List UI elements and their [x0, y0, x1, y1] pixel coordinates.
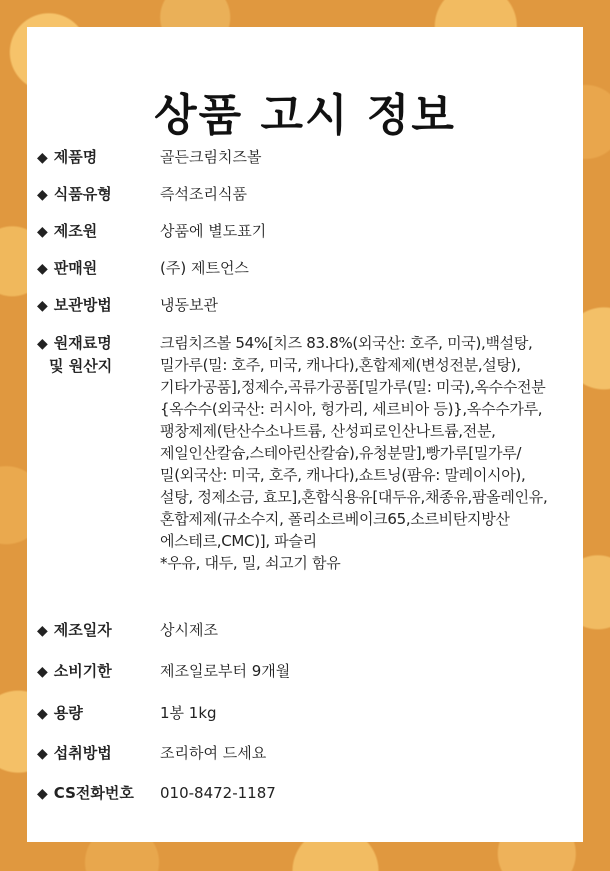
ingredients-line: {옥수수(외국산: 러시아, 헝가리, 세르비아 등)},옥수수가루, [160, 400, 543, 418]
row-value: 제조일로부터 9개월 [160, 662, 291, 680]
ingredients-line: 에스테르,CMC)], 파슬리 [160, 532, 317, 550]
row-value: 상품에 별도표기 [160, 222, 267, 240]
row-label: 원재료명 [53, 334, 112, 352]
row-label: 보관방법 [53, 296, 112, 314]
bullet-icon: ◆ [37, 224, 48, 240]
ingredients-line: 크림치즈볼 54%[치즈 83.8%(외국산: 호주, 미국),백설탕, [160, 334, 533, 352]
row-label: 식품유형 [53, 185, 112, 203]
row-value: 즉석조리식품 [160, 185, 247, 203]
row-value: (주) 제트언스 [160, 259, 249, 277]
row-value: 1봉 1kg [160, 704, 217, 722]
row-value: 골든크림치즈볼 [160, 148, 262, 166]
bullet-icon: ◆ [37, 298, 48, 314]
ingredients-line: 밀(외국산: 미국, 호주, 캐나다),쇼트닝(팜유: 말레이시아), [160, 466, 526, 484]
ingredients-line: 설탕, 정제소금, 효모],혼합식용유[대두유,채종유,팜올레인유, [160, 488, 548, 506]
allergen-note: *우유, 대두, 밀, 쇠고기 함유 [160, 554, 341, 572]
row-label: 소비기한 [53, 662, 112, 680]
row-label: 판매원 [53, 259, 98, 277]
bullet-icon: ◆ [37, 261, 48, 277]
row-label: 제조일자 [53, 621, 112, 639]
ingredients-line: 기타가공품],정제수,곡류가공품[밀가루(밀: 미국),옥수수전분 [160, 378, 546, 396]
bullet-icon: ◆ [37, 746, 48, 762]
bullet-icon: ◆ [37, 786, 48, 802]
bullet-icon: ◆ [37, 187, 48, 203]
row-label: 용량 [53, 704, 83, 722]
row-label: 섭취방법 [53, 744, 112, 762]
row-label-line2: 및 원산지 [49, 357, 113, 375]
row-value: 상시제조 [160, 621, 218, 639]
ingredients-line: 밀가루(밀: 호주, 미국, 캐나다),혼합제제(변성전분,설탕), [160, 356, 521, 374]
ingredients-line: 팽창제제(탄산수소나트륨, 산성피로인산나트륨,전분, [160, 422, 496, 440]
row-value: 조리하여 드세요 [160, 744, 267, 762]
ingredients-line: 제일인산칼슘,스테아린산칼슘),유청분말],빵가루[밀가루/ [160, 444, 522, 462]
ingredients-line: 혼합제제(규소수지, 폴리소르베이크65,소르비탄지방산 [160, 510, 510, 528]
bullet-icon: ◆ [37, 150, 48, 166]
bullet-icon: ◆ [37, 706, 48, 722]
page-title: 상품 고시 정보 [154, 90, 456, 141]
ingredients-text [160, 332, 580, 574]
cs-phone-number: 010-8472-1187 [160, 784, 276, 802]
info-card [27, 27, 583, 842]
row-label: 제조원 [53, 222, 98, 240]
row-label: 제품명 [53, 148, 98, 166]
bullet-icon: ◆ [37, 336, 48, 352]
row-value: 냉동보관 [160, 296, 218, 314]
bullet-icon: ◆ [37, 664, 48, 680]
bullet-icon: ◆ [37, 623, 48, 639]
row-label: CS전화번호 [53, 784, 134, 802]
